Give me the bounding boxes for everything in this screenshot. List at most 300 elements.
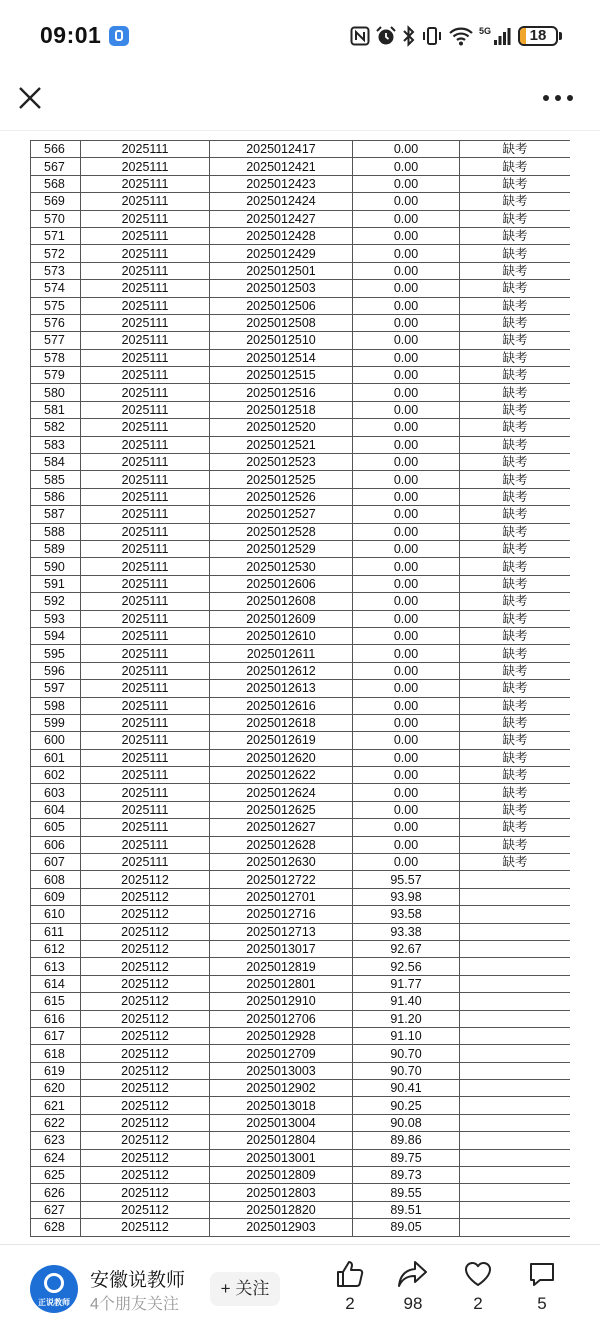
- class-code-cell: 2025111: [81, 836, 210, 853]
- exam-id-cell: 2025012713: [210, 923, 353, 940]
- row-number-cell: 571: [31, 227, 81, 244]
- row-number-cell: 624: [31, 1149, 81, 1166]
- score-cell: 93.58: [353, 906, 460, 923]
- class-code-cell: 2025112: [81, 1167, 210, 1184]
- class-code-cell: 2025111: [81, 280, 210, 297]
- remark-cell: [460, 1219, 571, 1236]
- like-count: 2: [345, 1294, 355, 1313]
- table-row: [31, 801, 571, 818]
- row-number-cell: 625: [31, 1167, 81, 1184]
- exam-id-cell: 2025012429: [210, 245, 353, 262]
- exam-id-cell: 2025013018: [210, 1097, 353, 1114]
- row-number-cell: 605: [31, 819, 81, 836]
- remark-cell: 缺考: [460, 801, 571, 818]
- share-count: 98: [403, 1294, 423, 1313]
- table-row: [31, 436, 571, 453]
- remark-cell: 缺考: [460, 436, 571, 453]
- exam-id-cell: 2025013003: [210, 1062, 353, 1079]
- share-arrow-icon: [397, 1259, 429, 1289]
- table-row: [31, 175, 571, 192]
- exam-id-cell: 2025012820: [210, 1201, 353, 1218]
- score-table-image: [30, 140, 570, 1244]
- vibrate-icon: [421, 25, 443, 47]
- class-code-cell: 2025112: [81, 906, 210, 923]
- score-cell: 91.40: [353, 993, 460, 1010]
- table-row: [31, 732, 571, 749]
- comment-count: 5: [537, 1294, 547, 1313]
- remark-cell: 缺考: [460, 645, 571, 662]
- score-cell: 0.00: [353, 245, 460, 262]
- table-row: [31, 210, 571, 227]
- table-row: [31, 141, 571, 158]
- score-cell: 0.00: [353, 280, 460, 297]
- close-button[interactable]: [16, 84, 44, 112]
- alarm-icon: [375, 25, 397, 47]
- class-code-cell: 2025112: [81, 1132, 210, 1149]
- row-number-cell: 598: [31, 697, 81, 714]
- score-cell: 0.00: [353, 471, 460, 488]
- score-cell: 0.00: [353, 349, 460, 366]
- row-number-cell: 615: [31, 993, 81, 1010]
- remark-cell: 缺考: [460, 610, 571, 627]
- remark-cell: [460, 975, 571, 992]
- row-number-cell: 617: [31, 1027, 81, 1044]
- class-code-cell: 2025111: [81, 680, 210, 697]
- class-code-cell: 2025112: [81, 975, 210, 992]
- class-code-cell: 2025112: [81, 888, 210, 905]
- remark-cell: 缺考: [460, 732, 571, 749]
- class-code-cell: 2025112: [81, 940, 210, 957]
- remark-cell: [460, 906, 571, 923]
- score-cell: 0.00: [353, 749, 460, 766]
- score-cell: 0.00: [353, 454, 460, 471]
- remark-cell: [460, 958, 571, 975]
- avatar-logo-icon: [44, 1273, 64, 1293]
- class-code-cell: 2025111: [81, 627, 210, 644]
- row-number-cell: 580: [31, 384, 81, 401]
- remark-cell: [460, 1045, 571, 1062]
- row-number-cell: 588: [31, 523, 81, 540]
- class-code-cell: 2025111: [81, 749, 210, 766]
- table-row: [31, 297, 571, 314]
- score-cell: 90.41: [353, 1080, 460, 1097]
- class-code-cell: 2025112: [81, 1080, 210, 1097]
- table-row: [31, 558, 571, 575]
- remark-cell: [460, 1132, 571, 1149]
- table-row: [31, 1219, 571, 1236]
- table-row: [31, 819, 571, 836]
- score-cell: 0.00: [353, 854, 460, 871]
- remark-cell: 缺考: [460, 454, 571, 471]
- remark-cell: 缺考: [460, 280, 571, 297]
- remark-cell: 缺考: [460, 141, 571, 158]
- row-number-cell: 607: [31, 854, 81, 871]
- row-number-cell: 594: [31, 627, 81, 644]
- class-code-cell: 2025111: [81, 645, 210, 662]
- score-cell: 89.51: [353, 1201, 460, 1218]
- row-number-cell: 577: [31, 332, 81, 349]
- row-number-cell: 574: [31, 280, 81, 297]
- score-cell: 0.00: [353, 436, 460, 453]
- class-code-cell: 2025111: [81, 227, 210, 244]
- row-number-cell: 609: [31, 888, 81, 905]
- class-code-cell: 2025112: [81, 1010, 210, 1027]
- avatar-text: 正说教师: [38, 1298, 70, 1307]
- table-row: [31, 1149, 571, 1166]
- wifi-icon: [448, 25, 474, 47]
- row-number-cell: 608: [31, 871, 81, 888]
- score-cell: 0.00: [353, 627, 460, 644]
- exam-id-cell: 2025012530: [210, 558, 353, 575]
- score-cell: 0.00: [353, 540, 460, 557]
- remark-cell: 缺考: [460, 367, 571, 384]
- score-cell: 0.00: [353, 732, 460, 749]
- score-cell: 0.00: [353, 610, 460, 627]
- table-row: [31, 384, 571, 401]
- row-number-cell: 591: [31, 575, 81, 592]
- exam-id-cell: 2025012716: [210, 906, 353, 923]
- remark-cell: 缺考: [460, 558, 571, 575]
- class-code-cell: 2025111: [81, 523, 210, 540]
- bottom-action-bar: [0, 1244, 600, 1333]
- score-cell: 0.00: [353, 401, 460, 418]
- remark-cell: 缺考: [460, 384, 571, 401]
- table-row: [31, 610, 571, 627]
- more-options-button[interactable]: [542, 94, 574, 102]
- table-row: [31, 1167, 571, 1184]
- table-row: [31, 975, 571, 992]
- row-number-cell: 610: [31, 906, 81, 923]
- score-cell: 89.75: [353, 1149, 460, 1166]
- remark-cell: 缺考: [460, 471, 571, 488]
- exam-id-cell: 2025012501: [210, 262, 353, 279]
- class-code-cell: 2025112: [81, 1062, 210, 1079]
- remark-cell: 缺考: [460, 262, 571, 279]
- exam-id-cell: 2025012819: [210, 958, 353, 975]
- table-row: [31, 1062, 571, 1079]
- friends-following-text: 4个朋友关注: [90, 1296, 179, 1313]
- class-code-cell: 2025111: [81, 245, 210, 262]
- score-cell: 0.00: [353, 801, 460, 818]
- remark-cell: 缺考: [460, 523, 571, 540]
- score-cell: 89.55: [353, 1184, 460, 1201]
- table-row: [31, 193, 571, 210]
- status-bar: [0, 0, 600, 70]
- remark-cell: 缺考: [460, 714, 571, 731]
- table-row: [31, 888, 571, 905]
- class-code-cell: 2025112: [81, 1149, 210, 1166]
- table-row: [31, 471, 571, 488]
- remark-cell: 缺考: [460, 836, 571, 853]
- row-number-cell: 576: [31, 314, 81, 331]
- score-cell: 0.00: [353, 193, 460, 210]
- class-code-cell: 2025111: [81, 732, 210, 749]
- table-row: [31, 593, 571, 610]
- score-cell: 92.67: [353, 940, 460, 957]
- account-name[interactable]: 安徽说教师: [90, 1270, 186, 1291]
- class-code-cell: 2025111: [81, 506, 210, 523]
- favorite-button[interactable]: [448, 1259, 508, 1314]
- share-button[interactable]: [383, 1259, 443, 1314]
- table-row: [31, 680, 571, 697]
- battery-indicator: [518, 26, 558, 46]
- remark-cell: 缺考: [460, 627, 571, 644]
- exam-id-cell: 2025012609: [210, 610, 353, 627]
- exam-id-cell: 2025012612: [210, 662, 353, 679]
- table-row: [31, 262, 571, 279]
- app-notification-icon: [109, 26, 129, 46]
- score-cell: 0.00: [353, 332, 460, 349]
- remark-cell: 缺考: [460, 593, 571, 610]
- remark-cell: [460, 1114, 571, 1131]
- thumbs-up-icon: [335, 1259, 365, 1289]
- class-code-cell: 2025111: [81, 419, 210, 436]
- table-row: [31, 923, 571, 940]
- exam-id-cell: 2025012520: [210, 419, 353, 436]
- class-code-cell: 2025111: [81, 593, 210, 610]
- remark-cell: 缺考: [460, 227, 571, 244]
- score-cell: 91.77: [353, 975, 460, 992]
- class-code-cell: 2025111: [81, 714, 210, 731]
- table-row: [31, 280, 571, 297]
- network-type-label: 5G: [479, 26, 492, 36]
- heart-icon: [463, 1259, 493, 1289]
- score-cell: 0.00: [353, 175, 460, 192]
- table-row: [31, 314, 571, 331]
- score-cell: 92.56: [353, 958, 460, 975]
- score-cell: 89.73: [353, 1167, 460, 1184]
- score-cell: 0.00: [353, 593, 460, 610]
- row-number-cell: 599: [31, 714, 81, 731]
- class-code-cell: 2025111: [81, 210, 210, 227]
- remark-cell: 缺考: [460, 314, 571, 331]
- class-code-cell: 2025111: [81, 488, 210, 505]
- exam-id-cell: 2025012610: [210, 627, 353, 644]
- top-navigation-bar: [0, 70, 600, 131]
- table-row: [31, 784, 571, 801]
- table-row: [31, 419, 571, 436]
- exam-id-cell: 2025012423: [210, 175, 353, 192]
- exam-id-cell: 2025012620: [210, 749, 353, 766]
- row-number-cell: 573: [31, 262, 81, 279]
- remark-cell: [460, 1097, 571, 1114]
- remark-cell: 缺考: [460, 193, 571, 210]
- class-code-cell: 2025111: [81, 349, 210, 366]
- score-cell: 0.00: [353, 210, 460, 227]
- row-number-cell: 611: [31, 923, 81, 940]
- remark-cell: [460, 940, 571, 957]
- table-row: [31, 1080, 571, 1097]
- score-cell: 0.00: [353, 488, 460, 505]
- score-cell: 89.86: [353, 1132, 460, 1149]
- remark-cell: 缺考: [460, 662, 571, 679]
- score-cell: 0.00: [353, 367, 460, 384]
- score-cell: 0.00: [353, 714, 460, 731]
- row-number-cell: 568: [31, 175, 81, 192]
- class-code-cell: 2025111: [81, 767, 210, 784]
- exam-id-cell: 2025012618: [210, 714, 353, 731]
- exam-id-cell: 2025012527: [210, 506, 353, 523]
- table-row: [31, 697, 571, 714]
- remark-cell: [460, 871, 571, 888]
- row-number-cell: 616: [31, 1010, 81, 1027]
- remark-cell: 缺考: [460, 540, 571, 557]
- row-number-cell: 587: [31, 506, 81, 523]
- exam-id-cell: 2025012523: [210, 454, 353, 471]
- exam-id-cell: 2025012421: [210, 158, 353, 175]
- class-code-cell: 2025111: [81, 384, 210, 401]
- table-row: [31, 1132, 571, 1149]
- table-row: [31, 1201, 571, 1218]
- remark-cell: [460, 1062, 571, 1079]
- remark-cell: [460, 1167, 571, 1184]
- remark-cell: 缺考: [460, 175, 571, 192]
- class-code-cell: 2025111: [81, 158, 210, 175]
- class-code-cell: 2025112: [81, 958, 210, 975]
- score-cell: 0.00: [353, 836, 460, 853]
- class-code-cell: 2025111: [81, 454, 210, 471]
- exam-id-cell: 2025012521: [210, 436, 353, 453]
- score-cell: 90.70: [353, 1045, 460, 1062]
- class-code-cell: 2025111: [81, 819, 210, 836]
- row-number-cell: 579: [31, 367, 81, 384]
- score-cell: 0.00: [353, 645, 460, 662]
- exam-id-cell: 2025013001: [210, 1149, 353, 1166]
- table-row: [31, 349, 571, 366]
- remark-cell: [460, 923, 571, 940]
- class-code-cell: 2025111: [81, 575, 210, 592]
- remark-cell: [460, 1201, 571, 1218]
- exam-id-cell: 2025012619: [210, 732, 353, 749]
- remark-cell: 缺考: [460, 210, 571, 227]
- class-code-cell: 2025111: [81, 697, 210, 714]
- exam-id-cell: 2025012903: [210, 1219, 353, 1236]
- exam-id-cell: 2025012608: [210, 593, 353, 610]
- class-code-cell: 2025111: [81, 610, 210, 627]
- table-row: [31, 627, 571, 644]
- row-number-cell: 581: [31, 401, 81, 418]
- exam-id-cell: 2025012928: [210, 1027, 353, 1044]
- row-number-cell: 578: [31, 349, 81, 366]
- table-row: [31, 662, 571, 679]
- class-code-cell: 2025112: [81, 1097, 210, 1114]
- comment-bubble-icon: [527, 1259, 557, 1289]
- exam-id-cell: 2025012526: [210, 488, 353, 505]
- score-cell: 93.98: [353, 888, 460, 905]
- row-number-cell: 600: [31, 732, 81, 749]
- table-row: [31, 906, 571, 923]
- remark-cell: 缺考: [460, 419, 571, 436]
- favorite-count: 2: [473, 1294, 483, 1313]
- score-cell: 93.38: [353, 923, 460, 940]
- comment-button[interactable]: [512, 1259, 572, 1314]
- score-cell: 0.00: [353, 523, 460, 540]
- exam-id-cell: 2025012630: [210, 854, 353, 871]
- row-number-cell: 593: [31, 610, 81, 627]
- table-row: [31, 401, 571, 418]
- bluetooth-icon: [402, 25, 416, 47]
- exam-id-cell: 2025012528: [210, 523, 353, 540]
- remark-cell: 缺考: [460, 767, 571, 784]
- score-cell: 91.20: [353, 1010, 460, 1027]
- follow-button[interactable]: + 关注: [210, 1272, 280, 1306]
- row-number-cell: 620: [31, 1080, 81, 1097]
- class-code-cell: 2025111: [81, 662, 210, 679]
- remark-cell: 缺考: [460, 575, 571, 592]
- table-row: [31, 714, 571, 731]
- remark-cell: 缺考: [460, 697, 571, 714]
- remark-cell: [460, 1080, 571, 1097]
- score-cell: 90.25: [353, 1097, 460, 1114]
- remark-cell: 缺考: [460, 854, 571, 871]
- table-row: [31, 958, 571, 975]
- remark-cell: [460, 888, 571, 905]
- exam-id-cell: 2025012627: [210, 819, 353, 836]
- class-code-cell: 2025112: [81, 1114, 210, 1131]
- score-cell: 0.00: [353, 575, 460, 592]
- row-number-cell: 589: [31, 540, 81, 557]
- exam-id-cell: 2025012417: [210, 141, 353, 158]
- exam-id-cell: 2025012613: [210, 680, 353, 697]
- cellular-signal-icon: [479, 25, 513, 47]
- account-avatar[interactable]: [30, 1265, 78, 1313]
- class-code-cell: 2025111: [81, 471, 210, 488]
- row-number-cell: 592: [31, 593, 81, 610]
- row-number-cell: 626: [31, 1184, 81, 1201]
- exam-id-cell: 2025012706: [210, 1010, 353, 1027]
- row-number-cell: 584: [31, 454, 81, 471]
- row-number-cell: 614: [31, 975, 81, 992]
- row-number-cell: 613: [31, 958, 81, 975]
- row-number-cell: 583: [31, 436, 81, 453]
- row-number-cell: 596: [31, 662, 81, 679]
- score-cell: 0.00: [353, 314, 460, 331]
- row-number-cell: 603: [31, 784, 81, 801]
- table-row: [31, 993, 571, 1010]
- remark-cell: [460, 1149, 571, 1166]
- table-row: [31, 854, 571, 871]
- exam-id-cell: 2025012515: [210, 367, 353, 384]
- score-cell: 0.00: [353, 384, 460, 401]
- remark-cell: 缺考: [460, 506, 571, 523]
- class-code-cell: 2025111: [81, 141, 210, 158]
- score-cell: 0.00: [353, 819, 460, 836]
- class-code-cell: 2025112: [81, 1201, 210, 1218]
- score-cell: 95.57: [353, 871, 460, 888]
- remark-cell: 缺考: [460, 349, 571, 366]
- table-row: [31, 1184, 571, 1201]
- nfc-icon: [350, 26, 370, 46]
- remark-cell: 缺考: [460, 332, 571, 349]
- remark-cell: 缺考: [460, 401, 571, 418]
- row-number-cell: 621: [31, 1097, 81, 1114]
- exam-id-cell: 2025012525: [210, 471, 353, 488]
- like-button[interactable]: [320, 1259, 380, 1314]
- score-cell: 91.10: [353, 1027, 460, 1044]
- row-number-cell: 590: [31, 558, 81, 575]
- remark-cell: [460, 1184, 571, 1201]
- row-number-cell: 622: [31, 1114, 81, 1131]
- row-number-cell: 627: [31, 1201, 81, 1218]
- exam-id-cell: 2025012809: [210, 1167, 353, 1184]
- table-row: [31, 749, 571, 766]
- row-number-cell: 572: [31, 245, 81, 262]
- score-cell: 0.00: [353, 697, 460, 714]
- exam-id-cell: 2025012624: [210, 784, 353, 801]
- table-row: [31, 523, 571, 540]
- row-number-cell: 597: [31, 680, 81, 697]
- exam-id-cell: 2025013017: [210, 940, 353, 957]
